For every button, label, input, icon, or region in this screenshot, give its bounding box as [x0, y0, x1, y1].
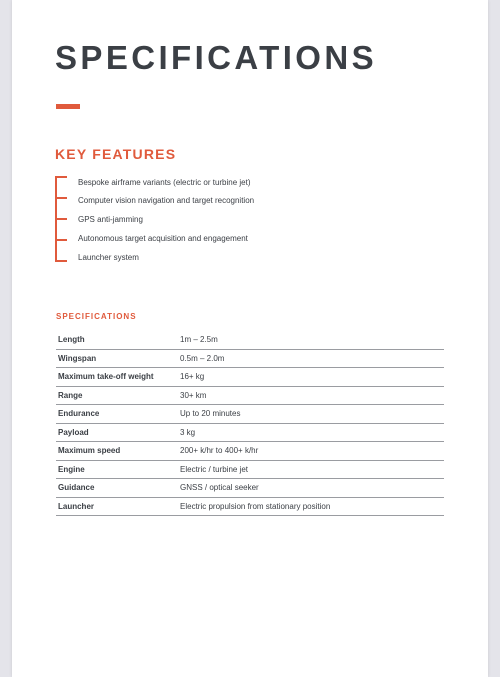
bracket-tick — [55, 176, 67, 178]
key-features-heading: KEY FEATURES — [55, 146, 177, 162]
spec-value: Up to 20 minutes — [180, 409, 241, 418]
bracket-tick — [55, 260, 67, 262]
feature-item: Bespoke airframe variants (electric or turbine jet) — [78, 178, 251, 187]
table-row — [56, 461, 444, 480]
page-title: SPECIFICATIONS — [55, 39, 378, 76]
spec-value: 30+ km — [180, 390, 207, 400]
table-row — [56, 350, 444, 369]
table-row — [56, 442, 444, 461]
spec-value: GNSS / optical seeker — [180, 483, 259, 492]
feature-item: Launcher system — [78, 253, 139, 262]
spec-label: Wingspan — [58, 353, 97, 363]
bracket-tick — [55, 218, 67, 220]
table-row — [56, 479, 444, 498]
bracket-tick — [55, 239, 67, 241]
specifications-table — [56, 331, 444, 516]
table-row — [56, 498, 444, 517]
specifications-heading: SPECIFICATIONS — [56, 312, 137, 321]
spec-value: Electric propulsion from stationary position — [180, 501, 331, 511]
table-row — [56, 368, 444, 387]
key-features-list — [55, 176, 355, 262]
spec-value: Electric / turbine jet — [180, 464, 249, 474]
spec-label: Endurance — [58, 409, 100, 418]
spec-label: Maximum take-off weight — [58, 372, 154, 381]
feature-item: Autonomous target acquisition and engagement — [78, 234, 248, 243]
spec-label: Guidance — [58, 483, 95, 492]
spec-label: Launcher — [58, 501, 95, 511]
spec-label: Maximum speed — [58, 446, 121, 455]
spec-label: Range — [58, 390, 83, 400]
spec-value: 1m – 2.5m — [180, 335, 218, 344]
spec-value: 3 kg — [180, 427, 196, 437]
spec-label: Engine — [58, 464, 85, 474]
table-row — [56, 424, 444, 443]
table-row — [56, 405, 444, 424]
feature-item: Computer vision navigation and target recognition — [78, 196, 255, 205]
spec-label: Length — [58, 335, 85, 344]
feature-item: GPS anti-jamming — [78, 215, 143, 224]
spec-value: 0.5m – 2.0m — [180, 353, 225, 363]
spec-value: 200+ k/hr to 400+ k/hr — [180, 446, 259, 455]
bracket-tick — [55, 197, 67, 199]
table-row — [56, 387, 444, 406]
title-accent-bar — [56, 104, 80, 109]
document-page — [12, 0, 488, 677]
spec-value: 16+ kg — [180, 372, 205, 381]
spec-label: Payload — [58, 427, 89, 437]
table-row — [56, 331, 444, 350]
